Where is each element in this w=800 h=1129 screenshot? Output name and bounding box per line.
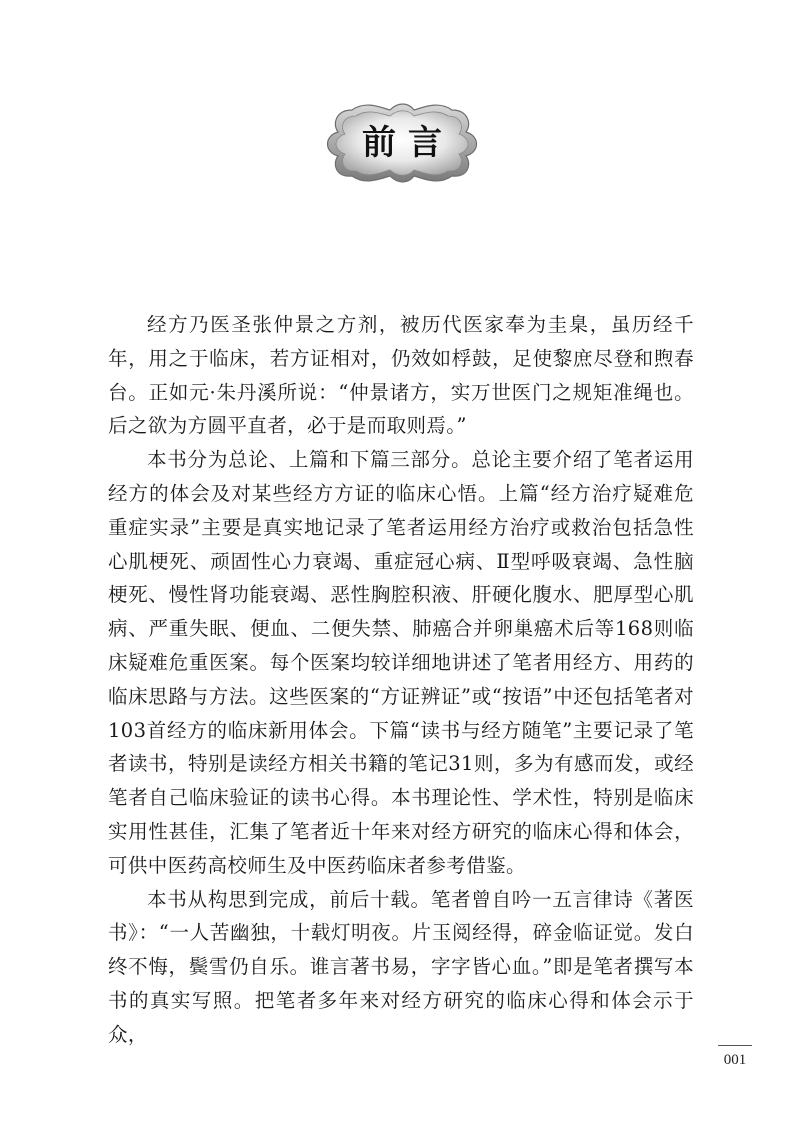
body-text <box>108 308 694 1052</box>
paragraph-2: 本书分为总论、上篇和下篇三部分。总论主要介绍了笔者运用经方的体会及对某些经方方证的临床心悟。上篇“经方治疗疑难危重症实录”主要是真实地记录了笔者运用经方治疗或救治包括急性心肌梗死、顽固性心力衰竭、重症冠心病、Ⅱ型呼吸衰竭、急性脑梗死、慢性肾功能衰竭、恶性胸腔积液、肝硬化腹水、肥厚型心肌病、严重失眠、便血、二便失禁、肺癌合并卵巢癌术后等168则临床疑难危重医案。每个医案均较详细地讲述了笔者用经方、用药的临床思路与方法。这些医案的“方证辨证”或“按语”中还包括笔者对103首经方的临床新用体会。下篇“读书与经方随笔”主要记录了笔者读书，特别是读经方相关书籍的笔记31则，多为有感而发，或经笔者自己临床验证的读书心得。本书理论性、学术性，特别是临床实用性甚佳，汇集了笔者近十年来对经方研究的临床心得和体会，可供中医药高校师生及中医药临床者参考借鉴。 <box>108 448 694 877</box>
page-title: 前言 <box>362 123 454 163</box>
paragraph-1: 经方乃医圣张仲景之方剂，被历代医家奉为圭臬，虽历经千年，用之于临床，若方证相对，仍效如桴鼓，足使黎庶尽登和煦春台。正如元·朱丹溪所说：“仲景诸方，实万世医门之规矩准绳也。后之欲为方圆平直者，必于是而取则焉。” <box>108 313 694 438</box>
paragraph-3: 本书从构思到完成，前后十载。笔者曾自吟一五言律诗《著医书》：“一人苦幽独，十载灯明夜。片玉阅经得，碎金临证觉。发白终不悔，鬓雪仍自乐。谁言著书易，字字皆心血。”即是笔者撰写本书的真实写照。把笔者多年来对经方研究的临床心得和体会示于众， <box>108 887 694 1046</box>
page-number-rule <box>718 1045 752 1046</box>
title-badge <box>322 100 482 186</box>
page-number: 001 <box>723 1052 747 1068</box>
